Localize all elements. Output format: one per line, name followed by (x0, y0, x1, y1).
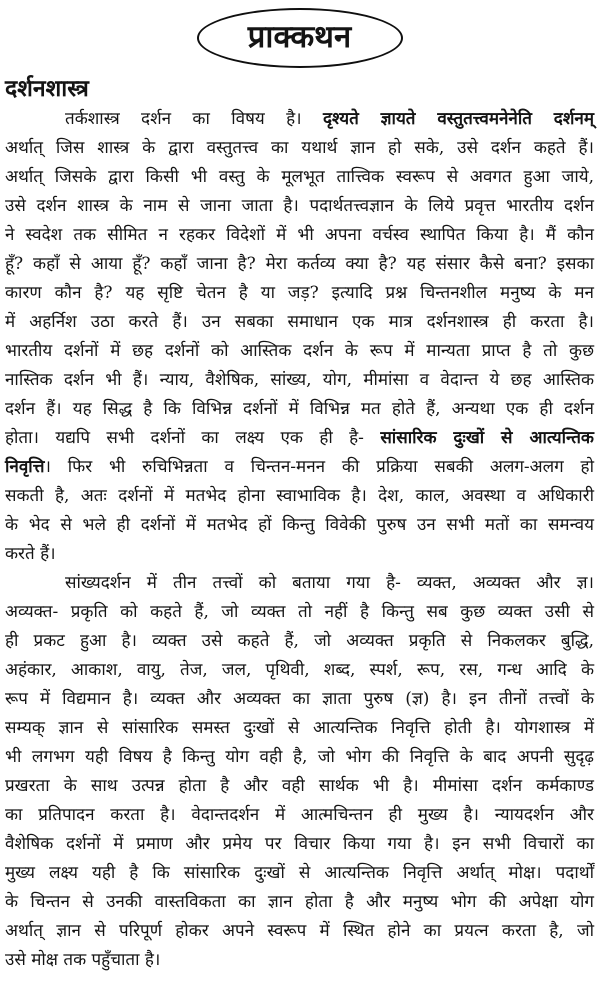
text-line (5, 830, 594, 859)
text-segment: । फिर भी रुचिभिन्नता व चिन्तन-मनन की प्रक्रिया सबकी अलग-अलग हो (44, 457, 594, 477)
text-line (5, 250, 594, 279)
text-line (5, 569, 594, 598)
text-line (5, 743, 594, 772)
text-segment: तर्कशास्त्र दर्शन का विषय है। (65, 109, 323, 129)
text-segment: के चिन्तन से उनकी वास्तविकता का ज्ञान होता है और मनुष्य भोग की अपेक्षा योग (5, 892, 594, 912)
text-line (5, 656, 594, 685)
text-segment: का प्रतिपादन करता है। वेदान्तदर्शन में आत्मचिन्तन ही मुख्य है। न्यायदर्शन और (5, 805, 594, 825)
paragraph (5, 569, 594, 975)
bold-text-segment: दृश्यते ज्ञायते वस्तुतत्त्वमनेनेति दर्शनम् (322, 109, 594, 129)
text-line (5, 801, 594, 830)
text-segment: अर्थात् जिस शास्त्र के द्वारा वस्तुतत्त्व का यथार्थ ज्ञान हो सके, उसे दर्शन कहते हैं। (5, 138, 594, 158)
text-line (5, 598, 594, 627)
text-line (5, 279, 594, 308)
text-segment: सम्यक् ज्ञान से सांसारिक समस्त दुःखों से आत्यन्तिक निवृत्ति होती है। योगशास्त्र में (5, 718, 594, 738)
text-segment: हूँ? कहाँ से आया हूँ? कहाँ जाना है? मेरा कर्तव्य क्या है? यह संसार कैसे बना? इसका (5, 254, 594, 274)
text-segment: ने स्वदेश तक सीमित न रहकर विदेशों में भी अपना वर्चस्व स्थापित किया है। मैं कौन (5, 225, 594, 245)
text-segment: उसे मोक्ष तक पहुँचाता है। (5, 950, 161, 970)
text-line (5, 917, 594, 946)
text-line (5, 424, 594, 453)
text-segment: के भेद से भले ही दर्शनों में मतभेद हों किन्तु विवेकी पुरुष उन सभी मतों का समन्वय (5, 515, 594, 535)
text-segment: सकती है, अतः दर्शनों में मतभेद होना स्वाभाविक है। देश, काल, अवस्था व अधिकारी (5, 486, 594, 506)
text-segment: मुख्य लक्ष्य यही है कि सांसारिक दुःखों से आत्यन्तिक निवृत्ति अर्थात् मोक्ष। पदार्थों (5, 863, 594, 883)
text-segment: में अहर्निश उठा करते हैं। उन सबका समाधान एक मात्र दर्शनशास्त्र ही करता है। (5, 312, 594, 332)
title-oval-border (197, 8, 403, 68)
text-segment: अव्यक्त- प्रकृति को कहते हैं, जो व्यक्त तो नहीं है किन्तु सब कुछ व्यक्त उसी से (5, 602, 594, 622)
text-line (5, 685, 594, 714)
text-line (5, 772, 594, 801)
text-line (5, 888, 594, 917)
bold-text-segment: निवृत्ति (5, 457, 45, 477)
text-segment: होता। यद्यपि सभी दर्शनों का लक्ष्य एक ही है- (5, 428, 381, 448)
text-line (5, 453, 594, 482)
text-segment: उसे दर्शन शास्त्र के नाम से जाना जाता है। पदार्थतत्त्वज्ञान के लिये प्रवृत्त भारतीय दर्शन (5, 196, 594, 216)
text-segment: भारतीय दर्शनों में छह दर्शनों को आस्तिक दर्शन के रूप में मान्यता प्राप्त है तो कुछ (5, 341, 594, 361)
text-segment: भी लगभग यही विषय है किन्तु योग वही है, जो भोग की निवृत्ति के बाद अपनी सुदृढ़ (5, 747, 594, 767)
text-line (5, 221, 594, 250)
text-segment: करते हैं। (5, 544, 56, 564)
text-line (5, 163, 594, 192)
text-line (5, 366, 594, 395)
text-line (5, 308, 594, 337)
text-line (5, 859, 594, 888)
text-segment: प्रखरता के साथ उत्पन्न होता है और वही सार्थक भी है। मीमांसा दर्शन कर्मकाण्ड (5, 776, 594, 796)
text-line (5, 540, 594, 569)
text-segment: वैशेषिक दर्शनों में प्रमाण और प्रमेय पर विचार किया गया है। इन सभी विचारों का (5, 834, 594, 854)
section-heading: दर्शनशास्त्र (5, 75, 89, 102)
text-line (5, 337, 594, 366)
page-title: प्राक्कथन (247, 19, 352, 55)
text-line (5, 627, 594, 656)
text-line (5, 946, 594, 975)
text-segment: अहंकार, आकाश, वायु, तेज, जल, पृथिवी, शब्द, स्पर्श, रूप, रस, गन्ध आदि के (5, 660, 594, 680)
text-segment: रूप में विद्यमान है। व्यक्त और अव्यक्त का ज्ञाता पुरुष (ज्ञ) है। इन तीनों तत्त्वों के (5, 689, 594, 709)
body-text (5, 105, 594, 975)
paragraph (5, 105, 594, 337)
text-line (5, 482, 594, 511)
text-segment: अर्थात् ज्ञान से परिपूर्ण होकर अपने स्वरूप में स्थित होने का प्रयत्न करता है, जो (5, 921, 594, 941)
text-line (5, 395, 594, 424)
text-line (5, 105, 594, 134)
bold-text-segment: सांसारिक दुःखों से आत्यन्तिक (380, 428, 594, 448)
text-segment: नास्तिक दर्शन भी हैं। न्याय, वैशेषिक, सांख्य, योग, मीमांसा व वेदान्त ये छह आस्तिक (5, 370, 594, 390)
text-line (5, 511, 594, 540)
text-segment: कारण कौन है? यह सृष्टि चेतन है या जड़? इत्यादि प्रश्न चिन्तनशील मनुष्य के मन (5, 283, 594, 303)
text-segment: ही प्रकट हुआ है। व्यक्त उसे कहते हैं, जो अव्यक्त प्रकृति से निकलकर बुद्धि, (5, 631, 594, 651)
text-segment: सांख्यदर्शन में तीन तत्त्वों को बताया गया है- व्यक्त, अव्यक्त और ज्ञ। (65, 573, 594, 593)
text-segment: अर्थात् जिसके द्वारा किसी भी वस्तु के मूलभूत तात्त्विक स्वरूप से अवगत हुआ जाये, (5, 167, 594, 187)
paragraph (5, 337, 594, 569)
text-line (5, 134, 594, 163)
text-line (5, 192, 594, 221)
text-segment: दर्शन हैं। यह सिद्ध है कि विभिन्न दर्शनों में विभिन्न मत होते हैं, अन्यथा एक ही दर्शन (5, 399, 594, 419)
text-line (5, 714, 594, 743)
